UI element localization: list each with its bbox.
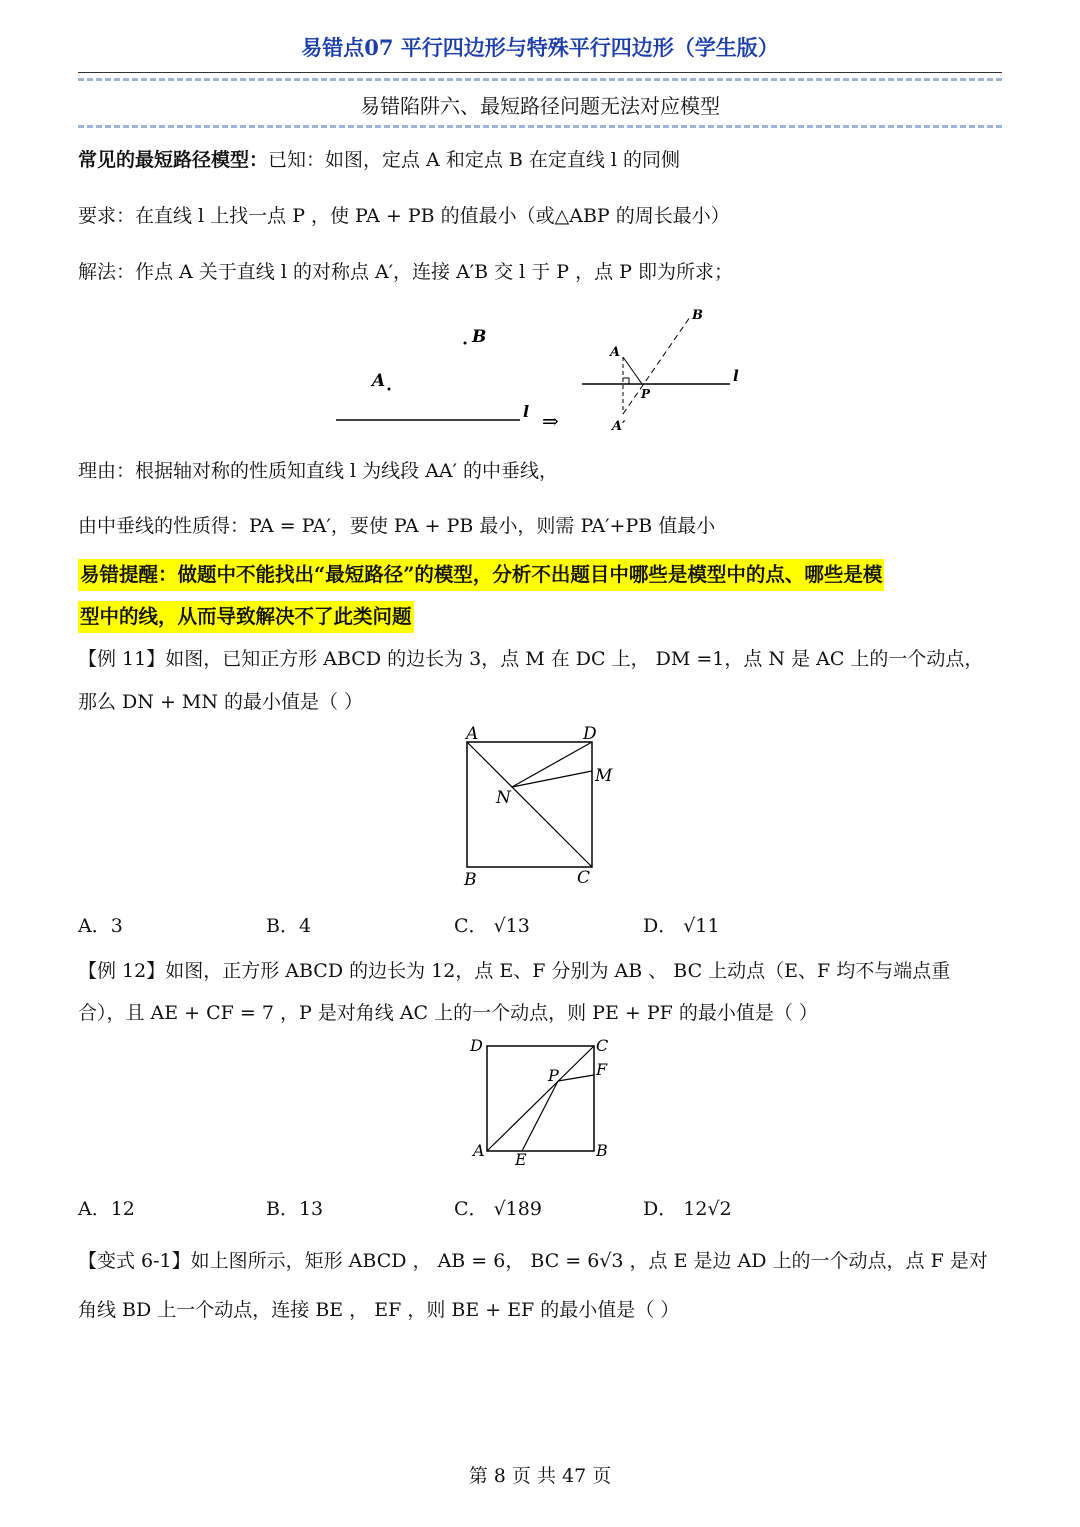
example12-option-c: C． √189 [454, 1198, 542, 1220]
model-requirement: 要求：在直线 l 上找一点 P ，使 PA + PB 的值最小（或△ABP 的周长最小） [78, 205, 730, 227]
point-b-left [464, 342, 467, 345]
model-intro-bold: 常见的最短路径模型： [78, 149, 269, 171]
label-n: N [496, 788, 511, 808]
shortest-path-figure [320, 300, 760, 440]
label-b-12: B [596, 1141, 608, 1160]
example12-option-d: D． 12√2 [643, 1198, 732, 1220]
model-solution: 解法：作点 A 关于直线 l 的对称点 A′，连接 A′B 交 l 于 P ，点 P 即为所求； [78, 261, 733, 283]
label-a-right: A [610, 345, 621, 360]
label-d: D [583, 724, 597, 744]
label-c-12: C [596, 1036, 609, 1055]
example11-option-b: B．4 [266, 915, 312, 937]
label-b-right: B [692, 308, 703, 323]
label-m: M [595, 766, 613, 786]
header-title: 易错点07 平行四边形与特殊平行四边形（学生版） [301, 35, 779, 60]
example11-option-a: A．3 [78, 915, 123, 937]
model-reason-1: 理由：根据轴对称的性质知直线 l 为线段 AA′ 的中垂线， [78, 460, 558, 482]
label-l-left: l [523, 402, 530, 421]
example12-figure [465, 1032, 625, 1172]
example11-figure [455, 722, 630, 892]
label-d-12: D [470, 1036, 483, 1055]
segment-nm [512, 771, 592, 787]
point-a-left [388, 388, 391, 391]
page-footer: 第 8 页 共 47 页 [468, 1465, 612, 1487]
model-reason-2: 由中垂线的性质得：PA = PA′，要使 PA + PB 最小，则需 PA′+PB 值最小 [78, 515, 716, 537]
segment-ep [522, 1081, 558, 1151]
warning-line-1: 易错提醒：做题中不能找出“最短路径”的模型，分析不出题目中哪些是模型中的点、哪些是模 [78, 559, 884, 591]
example11-line-2: 那么 DN + MN 的最小值是（ ） [78, 691, 364, 713]
section-title: 易错陷阱六、最短路径问题无法对应模型 [360, 94, 720, 118]
example11-option-d: D． √11 [643, 915, 720, 937]
label-p: P [641, 387, 651, 401]
variant-line-1: 【变式 6-1】如上图所示，矩形 ABCD ， AB = 6， BC = 6√3 ，点 E 是边 AD 上的一个动点，点 F 是对 [78, 1250, 988, 1272]
example11-option-c: C． √13 [454, 915, 530, 937]
label-f-12: F [596, 1060, 608, 1079]
label-b: B [464, 870, 477, 890]
segment-a-prime-b [623, 317, 690, 414]
example12-option-b: B．13 [266, 1198, 324, 1220]
label-a: A [466, 724, 479, 744]
example12-line-1: 【例 12】如图，正方形 ABCD 的边长为 12，点 E、F 分别为 AB 、 BC 上动点（E、F 均不与端点重 [78, 960, 951, 982]
label-l-right: l [733, 367, 739, 385]
label-c: C [577, 868, 591, 888]
segment-ap [623, 357, 642, 384]
variant-line-2: 角线 BD 上一个动点，连接 BE ， EF ，则 BE + EF 的最小值是（ ） [78, 1299, 680, 1321]
implies-arrow: ⇒ [542, 409, 559, 433]
label-b-left: B [472, 327, 487, 347]
segment-nd [512, 742, 592, 787]
diagonal-ac-12 [487, 1046, 594, 1151]
label-a-left: A [372, 371, 386, 391]
example12-option-a: A．12 [78, 1198, 135, 1220]
example12-line-2: 合），且 AE + CF = 7 ，P 是对角线 AC 上的一个动点，则 PE + PF 的最小值是（ ） [78, 1002, 818, 1024]
right-angle-mark [623, 378, 629, 384]
section-divider-top [78, 78, 1002, 81]
header-rule [78, 72, 1002, 73]
label-a-12: A [473, 1141, 485, 1160]
model-intro [78, 147, 1008, 173]
section-divider-bottom [78, 125, 1002, 128]
diagonal-ac [467, 742, 592, 867]
example11-line-1: 【例 11】如图，已知正方形 ABCD 的边长为 3，点 M 在 DC 上， DM =1，点 N 是 AC 上的一个动点， [78, 648, 984, 670]
label-p-12: P [548, 1066, 559, 1085]
model-intro-text: 已知：如图，定点 A 和定点 B 在定直线 l 的同侧 [268, 149, 681, 171]
label-e-12: E [515, 1150, 527, 1169]
warning-line-2: 型中的线，从而导致解决不了此类问题 [78, 601, 414, 633]
label-a-prime: A′ [612, 419, 626, 434]
